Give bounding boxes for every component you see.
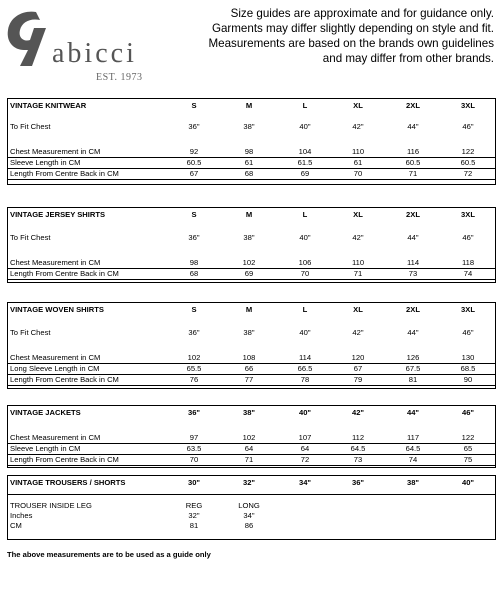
table-cell: 71	[353, 269, 363, 278]
table-header	[8, 101, 495, 111]
table-cell: 46"	[462, 233, 474, 242]
size-header: S	[191, 210, 197, 219]
size-header: L	[302, 210, 308, 219]
table-cell: 42"	[352, 328, 364, 337]
table-cell: 107	[298, 433, 312, 442]
table-cell: 60.5	[405, 158, 421, 167]
row-label: To Fit Chest	[10, 122, 51, 131]
size-header: L	[302, 101, 308, 110]
size-header: 46"	[461, 408, 475, 417]
table-cell: 66.5	[297, 364, 313, 373]
disclaimer-line: Garments may differ slightly depending on style and fit.	[211, 22, 494, 35]
table-cell: 122	[461, 147, 475, 156]
size-header: S	[191, 101, 197, 110]
brand-est: EST. 1973	[96, 72, 143, 83]
table-row	[8, 158, 495, 169]
table-cell: 40"	[299, 233, 311, 242]
row-label: Chest Measurement in CM	[10, 258, 101, 267]
table-row	[8, 233, 495, 243]
table-cell: 69	[244, 269, 254, 278]
table-cell: 44"	[407, 328, 419, 337]
table-cell: 42"	[352, 122, 364, 131]
table-row	[8, 147, 495, 158]
table-cell: 46"	[462, 328, 474, 337]
size-header: M	[245, 210, 253, 219]
brand-logo	[6, 8, 146, 83]
table-cell: 67	[189, 169, 199, 178]
table-row	[8, 511, 495, 521]
table-cell: 70	[353, 169, 363, 178]
row-label: Inches	[10, 511, 33, 520]
table-cell: 67	[353, 364, 363, 373]
table-cell: 46"	[462, 122, 474, 131]
table-cell: 65	[463, 444, 473, 453]
table-cell: 71	[408, 169, 418, 178]
table-cell: 67.5	[405, 364, 421, 373]
table-cell: 108	[242, 353, 256, 362]
table-cell: 98	[189, 258, 199, 267]
table-cell: 38"	[243, 122, 255, 131]
table-cell: 34"	[243, 511, 255, 520]
table-cell: 61.5	[297, 158, 313, 167]
gabicci-g-logo-icon	[6, 10, 52, 68]
table-cell: 102	[242, 433, 256, 442]
table-title: VINTAGE WOVEN SHIRTS	[10, 305, 104, 314]
size-header: 38"	[406, 478, 420, 487]
size-header: 2XL	[406, 210, 420, 219]
row-label: To Fit Chest	[10, 328, 51, 337]
table-header	[8, 408, 495, 418]
size-header: 42"	[351, 408, 365, 417]
row-label: Length From Centre Back in CM	[10, 169, 119, 178]
table-cell: 98	[244, 147, 254, 156]
size-table-jackets	[7, 405, 496, 468]
size-header: 36"	[187, 408, 201, 417]
table-cell: 60.5	[186, 158, 202, 167]
size-header: 30"	[187, 478, 201, 487]
size-header: 32"	[242, 478, 256, 487]
table-cell: 68	[189, 269, 199, 278]
table-cell: 60.5	[460, 158, 476, 167]
table-cell: 71	[244, 455, 254, 464]
footnote: The above measurements are to be used as a guide only	[7, 550, 211, 559]
table-cell: 36"	[188, 122, 200, 131]
table-cell: 64	[300, 444, 310, 453]
size-table-woven-shirts	[7, 302, 496, 389]
table-row	[8, 169, 495, 180]
table-row	[8, 501, 495, 511]
table-cell: 104	[298, 147, 312, 156]
table-cell: 114	[298, 353, 312, 362]
table-cell: 81	[189, 521, 199, 530]
table-cell: 106	[298, 258, 312, 267]
table-cell: 76	[189, 375, 199, 384]
table-cell: 90	[463, 375, 473, 384]
table-title: VINTAGE JERSEY SHIRTS	[10, 210, 106, 219]
row-label: Length From Centre Back in CM	[10, 455, 119, 464]
row-label: CM	[10, 521, 22, 530]
table-row	[8, 375, 495, 386]
table-cell: 110	[351, 147, 365, 156]
size-header: 34"	[298, 478, 312, 487]
table-cell: 117	[406, 433, 420, 442]
table-cell: 126	[406, 353, 420, 362]
table-cell: 112	[351, 433, 365, 442]
table-row	[8, 444, 495, 455]
size-header: XL	[353, 210, 363, 219]
row-label: Length From Centre Back in CM	[10, 375, 119, 384]
size-header: M	[245, 305, 253, 314]
table-cell: 32"	[188, 511, 200, 520]
table-cell: 69	[300, 169, 310, 178]
size-header: 38"	[242, 408, 256, 417]
table-cell: 64	[244, 444, 254, 453]
size-header: 44"	[406, 408, 420, 417]
table-cell: LONG	[238, 501, 260, 510]
row-label: Sleeve Length in CM	[10, 444, 81, 453]
size-header: 2XL	[406, 305, 420, 314]
table-cell: 110	[351, 258, 365, 267]
table-cell: 66	[244, 364, 254, 373]
row-label: Sleeve Length in CM	[10, 158, 81, 167]
table-header	[8, 478, 495, 495]
table-cell: 63.5	[186, 444, 202, 453]
table-cell: 44"	[407, 122, 419, 131]
table-cell: REG	[185, 501, 203, 510]
disclaimer-line: Size guides are approximate and for guidance only.	[230, 7, 494, 20]
table-cell: 81	[408, 375, 418, 384]
row-label: Chest Measurement in CM	[10, 353, 101, 362]
table-cell: 40"	[299, 122, 311, 131]
brand-name: abicci	[52, 38, 137, 69]
table-row	[8, 328, 495, 338]
size-header: 2XL	[406, 101, 420, 110]
table-title: VINTAGE JACKETS	[10, 408, 81, 417]
table-title: VINTAGE TROUSERS / SHORTS	[10, 478, 126, 487]
size-table-knitwear	[7, 98, 496, 185]
table-cell: 79	[353, 375, 363, 384]
table-cell: 64.5	[405, 444, 421, 453]
row-label: Length From Centre Back in CM	[10, 269, 119, 278]
table-row	[8, 521, 495, 531]
table-cell: 75	[463, 455, 473, 464]
table-cell: 65.5	[186, 364, 202, 373]
size-header: 3XL	[461, 101, 475, 110]
table-cell: 72	[463, 169, 473, 178]
table-cell: 42"	[352, 233, 364, 242]
table-cell: 77	[244, 375, 254, 384]
size-header: 40"	[461, 478, 475, 487]
disclaimer-line: Measurements are based on the brands own guidelines	[208, 37, 494, 50]
size-table-trousers-shorts	[7, 475, 496, 540]
table-cell: 68	[244, 169, 254, 178]
table-cell: 61	[353, 158, 363, 167]
table-cell: 97	[189, 433, 199, 442]
table-cell: 102	[187, 353, 201, 362]
disclaimer-line: and may differ from other brands.	[322, 52, 494, 65]
table-cell: 74	[463, 269, 473, 278]
size-table-jersey-shirts	[7, 207, 496, 283]
size-header: M	[245, 101, 253, 110]
table-cell: 64.5	[350, 444, 366, 453]
row-label: Chest Measurement in CM	[10, 147, 101, 156]
size-header: S	[191, 305, 197, 314]
table-cell: 78	[300, 375, 310, 384]
table-header	[8, 210, 495, 220]
table-cell: 114	[406, 258, 420, 267]
table-row	[8, 433, 495, 444]
row-label: Chest Measurement in CM	[10, 433, 101, 442]
row-label: To Fit Chest	[10, 233, 51, 242]
size-header: 40"	[298, 408, 312, 417]
table-cell: 73	[408, 269, 418, 278]
table-cell: 68.5	[460, 364, 476, 373]
size-header: 3XL	[461, 305, 475, 314]
table-cell: 120	[351, 353, 365, 362]
table-cell: 72	[300, 455, 310, 464]
table-cell: 122	[461, 433, 475, 442]
table-cell: 44"	[407, 233, 419, 242]
table-cell: 38"	[243, 328, 255, 337]
table-cell: 73	[353, 455, 363, 464]
size-header: L	[302, 305, 308, 314]
size-header: XL	[353, 305, 363, 314]
table-cell: 86	[244, 521, 254, 530]
table-cell: 130	[461, 353, 475, 362]
table-row	[8, 455, 495, 466]
row-label: TROUSER INSIDE LEG	[10, 501, 92, 510]
table-cell: 36"	[188, 328, 200, 337]
table-cell: 116	[406, 147, 420, 156]
table-header	[8, 305, 495, 315]
table-row	[8, 364, 495, 375]
table-row	[8, 269, 495, 280]
table-cell: 92	[189, 147, 199, 156]
size-header: 3XL	[461, 210, 475, 219]
table-row	[8, 353, 495, 364]
table-cell: 74	[408, 455, 418, 464]
table-row	[8, 122, 495, 132]
row-label: Long Sleeve Length in CM	[10, 364, 100, 373]
table-title: VINTAGE KNITWEAR	[10, 101, 87, 110]
disclaimer	[164, 6, 494, 66]
table-cell: 38"	[243, 233, 255, 242]
size-header: XL	[353, 101, 363, 110]
table-cell: 36"	[188, 233, 200, 242]
table-cell: 102	[242, 258, 256, 267]
table-cell: 70	[300, 269, 310, 278]
table-cell: 118	[461, 258, 475, 267]
table-row	[8, 258, 495, 269]
size-header: 36"	[351, 478, 365, 487]
table-cell: 40"	[299, 328, 311, 337]
table-cell: 61	[244, 158, 254, 167]
table-cell: 70	[189, 455, 199, 464]
